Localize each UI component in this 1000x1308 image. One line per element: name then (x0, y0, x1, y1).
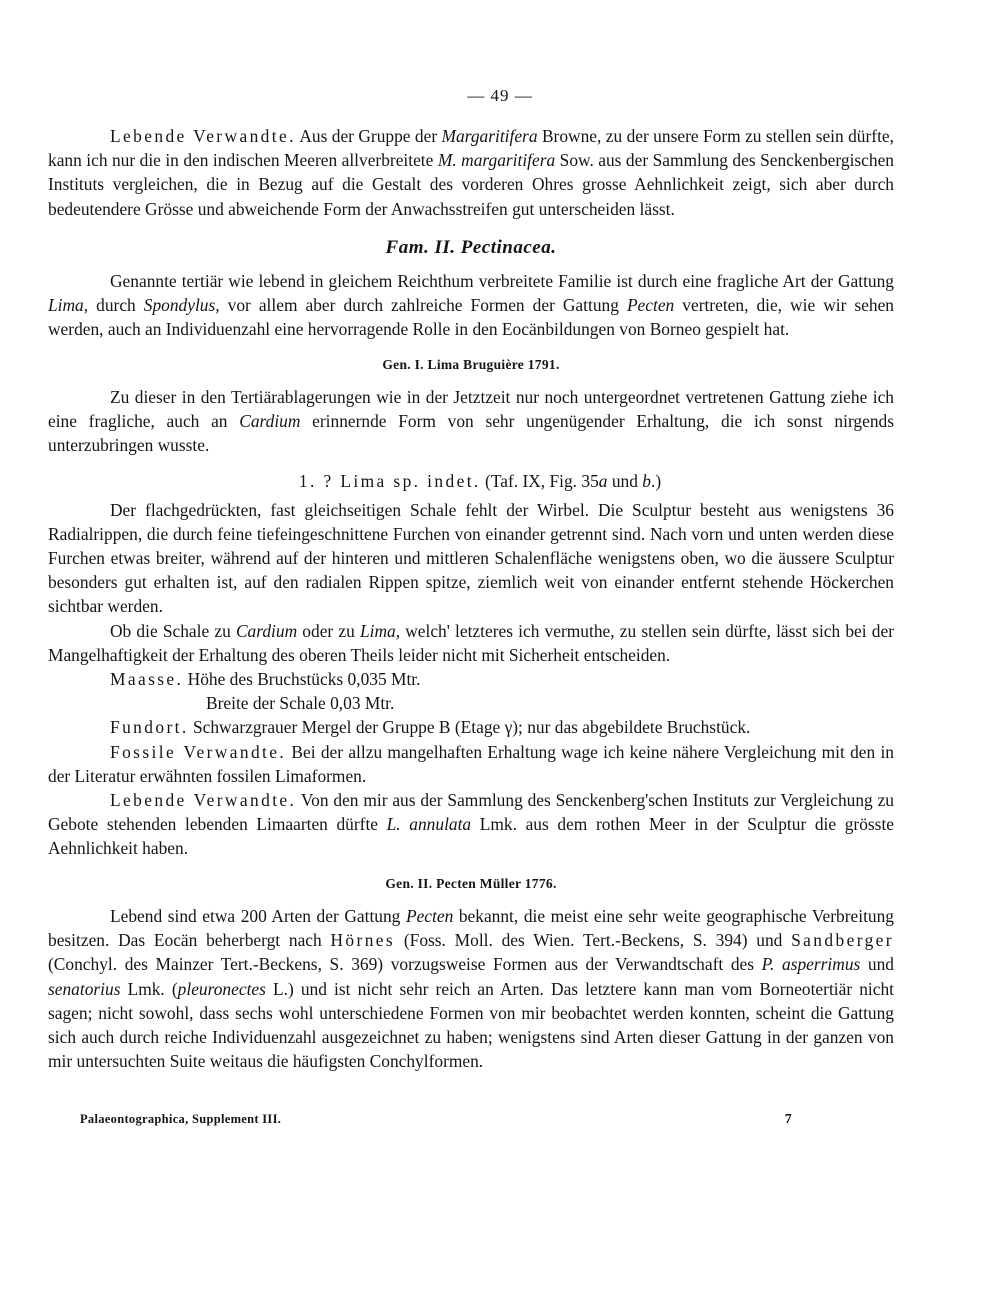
paragraph-lima-intro: Zu dieser in den Tertiärablagerungen wie in der Jetztzeit nur noch untergeordnet vertretenen Gattung ziehe ich eine fragliche, auch an Cardium erinnernde Form von sehr ungenügender Erhaltung, die ich sonst nirgends unterzubringen wusste. (48, 386, 894, 456)
paragraph-fundort: Fundort. Schwarzgrauer Mergel der Gruppe B (Etage γ); nur das abgebildete Bruchstück. (110, 717, 751, 738)
section-lead: Lebende Verwandte. (110, 126, 296, 146)
genus-title-lima: Gen. I. Lima Bruguière 1791. (382, 356, 560, 372)
paragraph-maasse: Maasse. Höhe des Bruchstücks 0,035 Mtr. (110, 669, 421, 690)
section-lead: Fundort. (110, 717, 189, 738)
section-lead: Lebende Verwandte. (110, 790, 297, 811)
genus-title-pecten: Gen. II. Pecten Müller 1776. (385, 875, 557, 891)
page-number: — 49 — (467, 86, 533, 105)
paragraph-maasse-line2: Breite der Schale 0,03 Mtr. (206, 693, 395, 714)
paragraph-family-intro: Genannte tertiär wie lebend in gleichem Reichthum verbreitete Familie ist durch eine fragliche Art der Gattung Lima, durch Spondylus, vor allem aber durch zahlreiche Formen der Gattung Pecten vertreten, die, wie wir sehen werden, auch an Individuenzahl eine hervorragende Rolle in den Eocänbildungen von Borneo gespielt hat. (48, 271, 894, 340)
page-footer (80, 1112, 792, 1127)
paragraph-lebende-verwandte: Lebende Verwandte. Aus der Gruppe der Margaritifera Browne, zu der unsere Form zu stellen sein dürfte, kann ich nur die in den indischen Meeren allverbreitete M. margaritifera Sow. aus der Sammlung des Senckenbergischen Instituts vergleichen, die in Bezug auf die Gestalt des vorderen Ohres grosse Aehnlichkeit zeigt, sich aber durch bedeutendere Grösse und abweichende Form der Anwachsstreifen gut unterscheiden lässt. (48, 126, 895, 219)
paragraph-lebende-verwandte-2: Lebende Verwandte. Von den mir aus der Sammlung des Senckenberg'schen Instituts zur Vergleichung zu Gebote stehenden lebenden Limaarten dürfte L. annulata Lmk. aus dem rothen Meer in der Sculptur die grösste Aehnlichkeit haben. (48, 790, 894, 859)
paragraph-pecten-intro: Lebend sind etwa 200 Arten der Gattung Pecten bekannt, die meist eine sehr weite geographische Verbreitung besitzen. Das Eocän beherbergt nach Hörnes (Foss. Moll. des Wien. Tert.-Beckens, S. 394) und Sandberger (Conchyl. des Mainzer Tert.-Beckens, S. 369) vorzugsweise Formen aus der Verwandtschaft des P. asperrimus und senatorius Lmk. (pleuronectes L.) und ist nicht sehr reich an Arten. Das letztere kann man vom Borneotertiär nicht sagen; nicht sowohl, dass sechs wohl unterschiedene Formen von mir beobachtet werden konnten, scheint die Gattung sich auch durch reiche Individuenzahl ausgezeichnet zu haben; wenigstens sind Arten dieser Gattung in der ganzen von mir untersuchten Suite weitaus die häufigsten Conchylformen. (48, 905, 895, 1072)
journal-name: Palaeontographica, Supplement III. (80, 1112, 282, 1126)
paragraph-affinity: Ob die Schale zu Cardium oder zu Lima, welch' letzteres ich vermuthe, zu stellen sein dürfte, lässt sich bei der Mangelhaftigkeit der Erhaltung des oberen Theils leider nicht mit Sicherheit entscheiden. (48, 620, 894, 665)
paragraph-fossile-verwandte: Fossile Verwandte. Bei der allzu mangelhaften Erhaltung wage ich keine nähere Vergleichung mit den in der Literatur erwähnten fossilen Limaformen. (48, 741, 894, 786)
species-heading: 1. ? Lima sp. indet. (Taf. IX, Fig. 35a und b.) (298, 471, 662, 492)
section-lead: Maasse. (110, 669, 184, 690)
paragraph-description: Der flachgedrückten, fast gleichseitigen Schale fehlt der Wirbel. Die Sculptur besteht aus wenigstens 36 Radialrippen, die durch feine tiefeingeschnittene Furchen von einander getrennt sind. Nach vorn und unten werden diese Furchen etwas breiter, während auf der hinteren und mittleren Schalenfläche wenigstens oben, wo die äussere Sculptur besonders gut erhalten ist, auf den radialen Rippen spitze, ziemlich weit von einander entfernt stehende Höckerchen sichtbar werden. (48, 499, 894, 617)
author-name: Sandberger (791, 930, 894, 951)
page-body (48, 124, 894, 1073)
family-title: Fam. II. Pectinacea. (385, 236, 557, 258)
author-name: Hörnes (330, 930, 396, 951)
section-lead: Fossile Verwandte. (110, 741, 287, 762)
species-name: 1. ? Lima sp. indet. (298, 471, 481, 492)
signature-number: 7 (784, 1112, 792, 1127)
